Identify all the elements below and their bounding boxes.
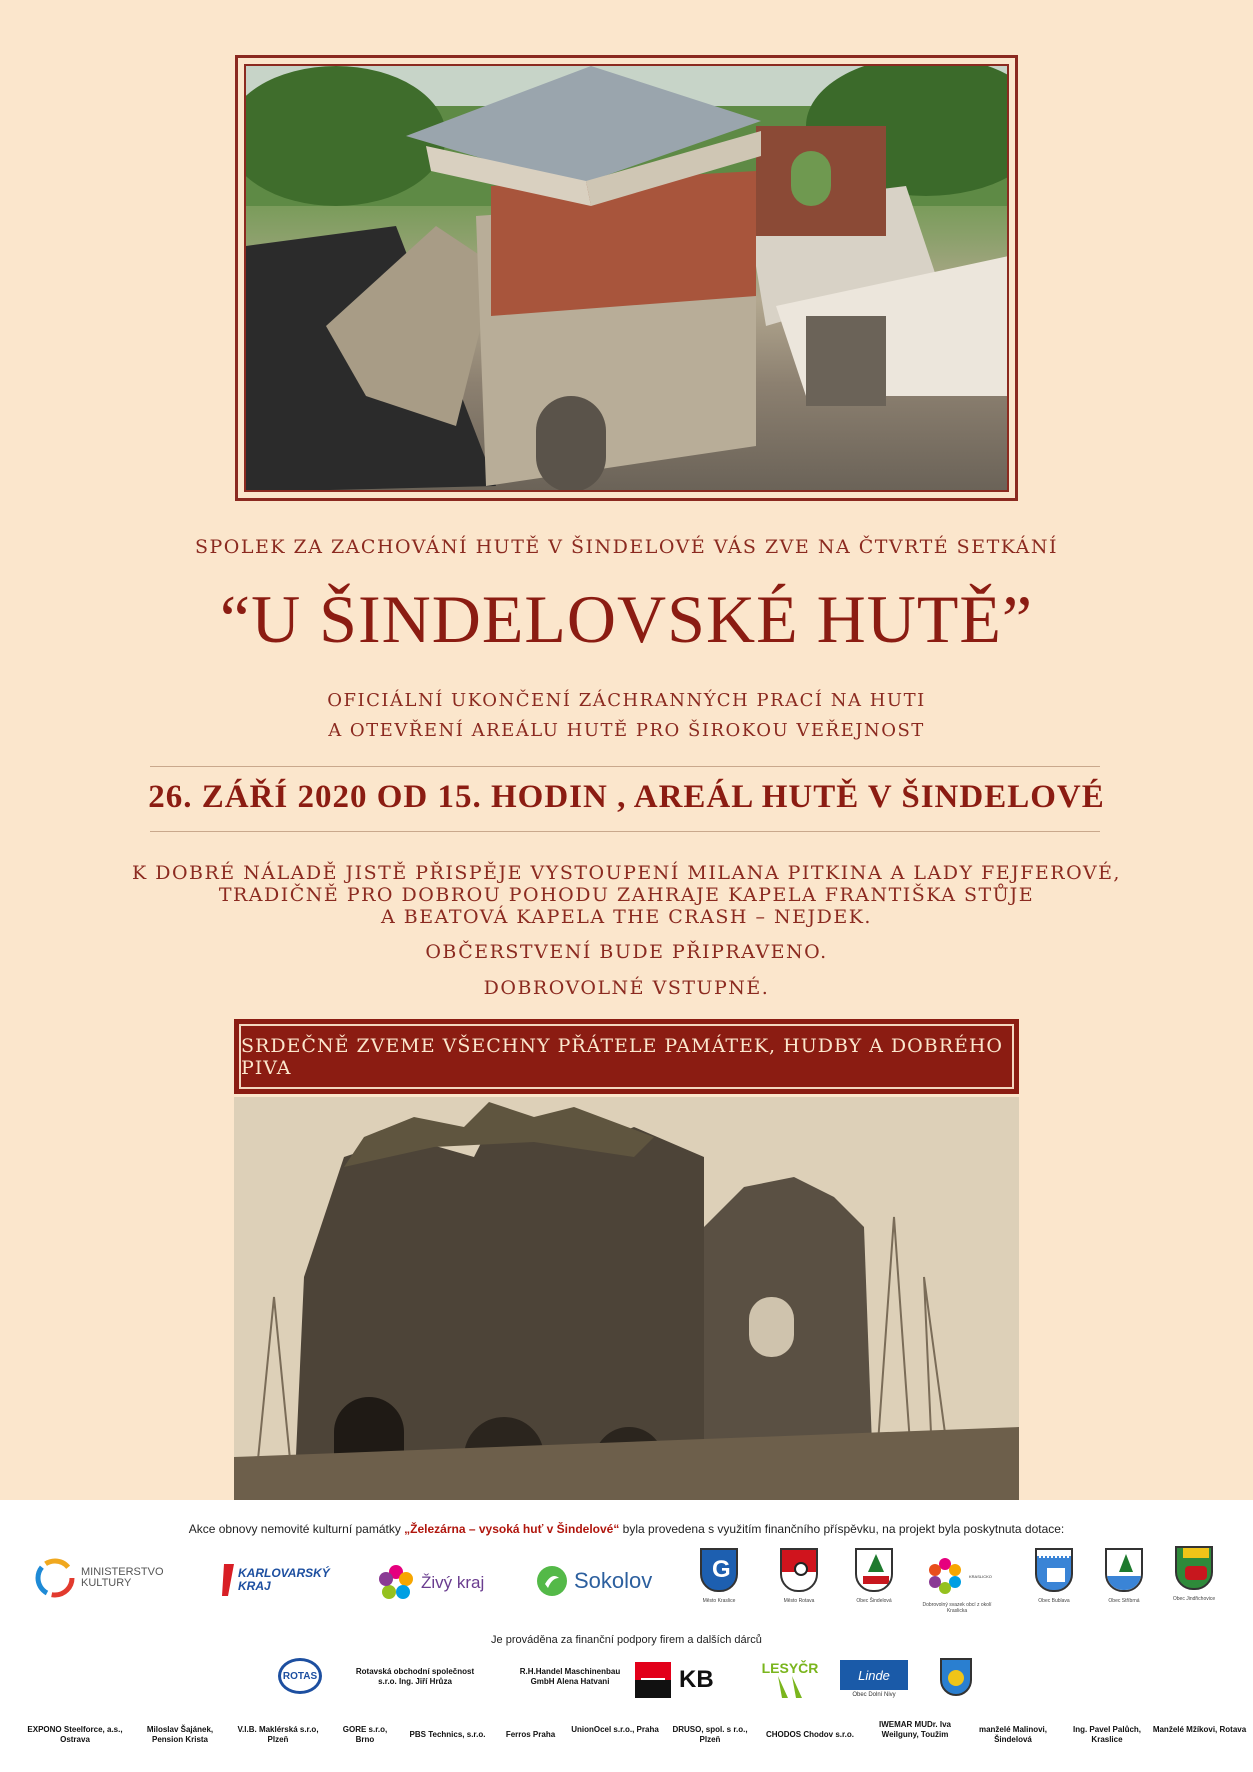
bublava-crest (1035, 1548, 1083, 1604)
dolni-nivy-crest-icon (940, 1658, 972, 1696)
rotava-crest (780, 1548, 828, 1604)
kb-icon (635, 1662, 671, 1698)
sponsor-4: GORE s.r.o, Brno (342, 1725, 388, 1744)
zivy-kraj-logo (375, 1562, 495, 1604)
lesy-cr-icon (770, 1676, 810, 1698)
subtitle-line-2: A OTEVŘENÍ AREÁLU HUTĚ PRO ŠIROKOU VEŘEJNOST (328, 720, 925, 741)
jindrichovice-caption: Obec Jindřichovice (1172, 1596, 1216, 1602)
refreshments-line: OBČERSTVENÍ BUDE PŘIPRAVENO. (425, 941, 828, 963)
program-line-3: A BEATOVÁ KAPELA THE CRASH – NEJDEK. (381, 906, 872, 928)
kraslice-caption: Město Kraslice (702, 1598, 736, 1604)
restored-furnace-photo (244, 64, 1009, 492)
sponsor-13: Manželé Mžíkovi, Rotava (1152, 1725, 1247, 1734)
main-title: “U ŠINDELOVSKÉ HUTĚ” (219, 581, 1034, 657)
karlovarsky-kraj-logo (220, 1562, 340, 1598)
sindelova-crest-icon (855, 1548, 893, 1592)
rotava-caption: Město Rotava (783, 1598, 815, 1604)
support-statement: Je prováděna za finanční podpory firem a dalších dárců (491, 1634, 762, 1646)
karlovarsky-kraj-label: KARLOVARSKÝ KRAJ (238, 1566, 330, 1593)
rotavska-sponsor: Rotavská obchodní společnost s.r.o. Ing. Jiří Hrůza (355, 1667, 475, 1686)
sindelova-caption: Obec Šindelová (856, 1598, 892, 1604)
subtitle-line-1: OFICIÁLNÍ UKONČENÍ ZÁCHRANNÝCH PRACÍ NA HUTI (327, 690, 926, 711)
funding-statement (0, 1522, 1253, 1536)
dolni-nivy-crest (940, 1658, 976, 1696)
sokolov-icon (535, 1564, 569, 1598)
sponsor-10: IWEMAR MUDr. Iva Weilguny, Toužim (878, 1720, 951, 1739)
ministerstvo-kultury-icon (35, 1558, 75, 1598)
sponsor-5: PBS Technics, s.r.o. (409, 1730, 486, 1739)
invitation-banner (234, 1019, 1019, 1094)
banner-text: SRDEČNĚ ZVEME VŠECHNY PŘÁTELE PAMÁTEK, HUDBY A DOBRÉHO PIVA (239, 1024, 1014, 1089)
zivy-kraj-label: Živý kraj (421, 1573, 485, 1592)
funding-suffix: byla provedena s využitím finančního příspěvku, na projekt byla poskytnuta dotace: (619, 1522, 1065, 1536)
lesy-cr-label: LESYČR (761, 1660, 819, 1676)
divider-bottom (150, 831, 1100, 832)
svazek-obci-logo (922, 1556, 1005, 1614)
historic-ruin-photo (234, 1097, 1019, 1500)
sponsor-3: V.I.B. Maklérská s.r.o, Plzeň (237, 1725, 319, 1744)
handel-sponsor: R.H.Handel Maschinenbau GmbH Alena Hatvani (519, 1667, 621, 1686)
rotava-crest-icon (780, 1548, 818, 1592)
bublava-crest-icon (1035, 1548, 1073, 1592)
linde-label: Linde (840, 1660, 908, 1690)
kraslice-crest-icon: G (700, 1548, 738, 1592)
sokolov-label: Sokolov (574, 1568, 653, 1593)
stribrna-caption: Obec Stříbrná (1108, 1598, 1140, 1604)
lesy-cr-logo (755, 1660, 825, 1698)
sponsor-8: DRUSO, spol. s r.o., Plzeň (672, 1725, 748, 1744)
top-photo-frame (235, 55, 1018, 501)
program-line-1: K DOBRÉ NÁLADĚ JISTĚ PŘISPĚJE VYSTOUPENÍ MILANA PITKINA A LADY FEJFEROVÉ, (132, 862, 1121, 884)
zivy-kraj-icon (375, 1562, 417, 1604)
invite-line: SPOLEK ZA ZACHOVÁNÍ HUTĚ V ŠINDELOVÉ VÁS ZVE NA ČTVRTÉ SETKÁNÍ (194, 536, 1059, 558)
svazek-obci-caption: Dobrovolný svazek obcí z okolí Kraslicka (922, 1602, 992, 1614)
program-line-2: TRADIČNĚ PRO DOBROU POHODU ZAHRAJE KAPELA FRANTIŠKA STŮJE (218, 884, 1035, 906)
linde-logo (838, 1660, 910, 1698)
sponsor-2: Miloslav Šajánek, Pension Krista (146, 1725, 214, 1744)
rotas-label: ROTAS (278, 1658, 322, 1694)
kb-logo (635, 1662, 735, 1698)
footer (0, 1500, 1253, 1772)
sponsor-7: UnionOcel s.r.o., Praha (571, 1725, 659, 1734)
ministerstvo-kultury-label: MINISTERSTVO KULTURY (81, 1566, 164, 1589)
rotas-logo (278, 1658, 324, 1694)
sponsor-12: Ing. Pavel Palůch, Kraslice (1072, 1725, 1142, 1744)
stribrna-crest-icon (1105, 1548, 1143, 1592)
jindrichovice-crest (1172, 1546, 1223, 1602)
stribrna-crest (1105, 1548, 1153, 1604)
bublava-caption: Obec Bublava (1038, 1598, 1070, 1604)
svazek-obci-icon (925, 1556, 969, 1596)
funding-monument-name: „Železárna – vysoká huť v Šindelové“ (404, 1522, 620, 1536)
funding-prefix: Akce obnovy nemovité kulturní památky (188, 1522, 405, 1536)
dolni-nivy-caption: Obec Dolní Nivy (852, 1692, 896, 1698)
historic-ruin-illustration (234, 1097, 1019, 1500)
sokolov-logo (535, 1564, 665, 1598)
sponsor-6: Ferros Praha (505, 1730, 556, 1739)
sponsor-11: manželé Malinovi, Šindelová (978, 1725, 1048, 1744)
divider-top (150, 766, 1100, 767)
event-date: 26. ZÁŘÍ 2020 OD 15. HODIN , AREÁL HUTĚ V ŠINDELOVÉ (148, 779, 1105, 815)
sponsor-1: EXPONO Steelforce, a.s., Ostrava (27, 1725, 123, 1744)
karlovarsky-kraj-icon (220, 1562, 238, 1598)
jindrichovice-crest-icon (1175, 1546, 1213, 1590)
sindelova-crest (855, 1548, 903, 1604)
sponsor-9: CHODOS Chodov s.r.o. (765, 1730, 854, 1739)
svazek-obci-label: KRASLICKO (969, 1573, 992, 1579)
ministerstvo-kultury-logo (35, 1558, 185, 1598)
kb-label: KB (679, 1666, 714, 1693)
restored-furnace-illustration (246, 66, 1009, 492)
kraslice-crest (700, 1548, 748, 1604)
entry-line: DOBROVOLNÉ VSTUPNÉ. (483, 977, 770, 999)
